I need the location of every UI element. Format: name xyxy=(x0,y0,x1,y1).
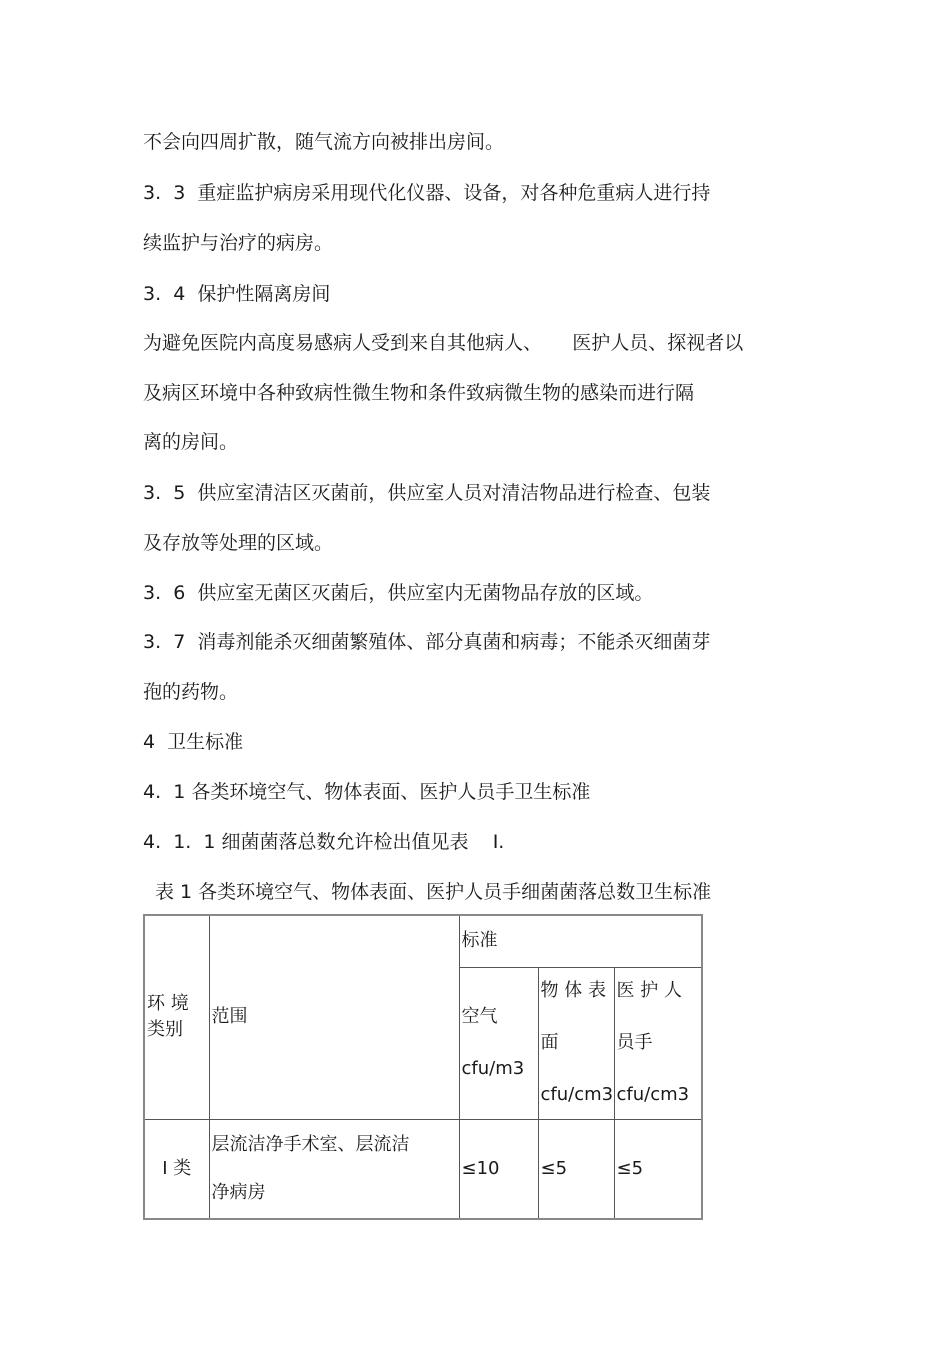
section-4-1-1-line: 4. 1. 1 细菌菌落总数允许检出值见表 I. xyxy=(143,831,505,853)
hand-value-cell: ≤5 xyxy=(614,1119,702,1219)
range-cell: 层流洁净手术室、层流洁 净病房 xyxy=(209,1119,459,1219)
paragraph-line: 续监护与治疗的病房。 xyxy=(143,232,334,254)
paragraph-line: 孢的药物。 xyxy=(143,681,239,703)
surface-value-cell: ≤5 xyxy=(538,1119,614,1219)
section-3-5-line: 3. 5 供应室清洁区灭菌前，供应室人员对清洁物品进行检查、包装 xyxy=(143,482,711,504)
surface-header: 物 体 表 面 cfu/cm3 xyxy=(538,967,614,1119)
section-3-3-line: 3. 3 重症监护病房采用现代化仪器、设备，对各种危重病人进行持 xyxy=(143,182,711,204)
env-category-header: 环 境 类别 xyxy=(144,915,209,1119)
range-header: 范围 xyxy=(209,915,459,1119)
table-row xyxy=(144,1119,702,1219)
table-header-row xyxy=(144,915,702,967)
paragraph-line: 为避免医院内高度易感病人受到来自其他病人、 医护人员、探视者以 xyxy=(143,332,744,354)
standard-header: 标准 xyxy=(459,915,702,967)
env-category-cell: I 类 xyxy=(144,1119,209,1219)
paragraph-line: 及存放等处理的区域。 xyxy=(143,532,334,554)
section-4-1-heading: 4. 1 各类环境空气、物体表面、医护人员手卫生标准 xyxy=(143,781,591,803)
section-4-heading: 4 卫生标准 xyxy=(143,731,244,753)
air-header: 空气 cfu/m3 xyxy=(459,967,538,1119)
air-value-cell: ≤10 xyxy=(459,1119,538,1219)
table-caption: 表 1 各类环境空气、物体表面、医护人员手细菌菌落总数卫生标准 xyxy=(155,881,712,903)
paragraph-line: 离的房间。 xyxy=(143,431,239,453)
hand-header: 医 护 人 员手 cfu/cm3 xyxy=(614,967,702,1119)
hygiene-standard-table xyxy=(143,914,703,1220)
paragraph-line: 及病区环境中各种致病性微生物和条件致病微生物的感染而进行隔 xyxy=(143,382,695,404)
paragraph-line: 不会向四周扩散，随气流方向被排出房间。 xyxy=(143,131,505,153)
section-3-7-line: 3. 7 消毒剂能杀灭细菌繁殖体、部分真菌和病毒；不能杀灭细菌芽 xyxy=(143,631,711,653)
section-3-6-line: 3. 6 供应室无菌区灭菌后，供应室内无菌物品存放的区域。 xyxy=(143,582,654,604)
section-3-4-heading: 3. 4 保护性隔离房间 xyxy=(143,283,331,305)
